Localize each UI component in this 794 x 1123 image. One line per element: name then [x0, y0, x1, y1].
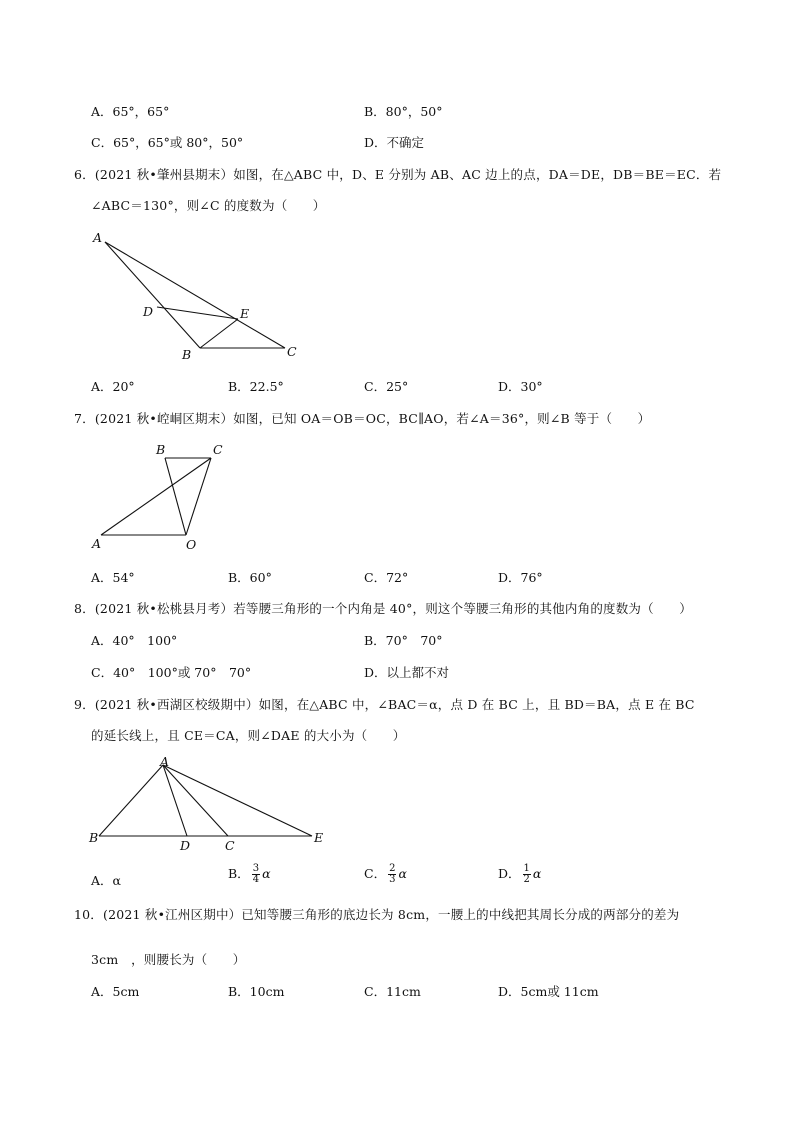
q9-segment-ae — [163, 765, 312, 836]
q10-option-c: C．11cm — [364, 984, 421, 999]
q9-label-b: B — [89, 830, 99, 845]
q5-option-c: C．65°，65°或 80°，50° — [91, 135, 244, 150]
q6-label-b: B — [182, 347, 192, 362]
q7-segment-ac — [101, 458, 211, 535]
q7-segment-bo — [165, 458, 186, 535]
q9-option-c-fraction — [388, 864, 396, 885]
q9-option-d-numerator: 1 — [523, 863, 530, 874]
q9-option-d-prefix: D． — [498, 866, 521, 881]
q7-label-c: C — [213, 442, 223, 457]
q7-option-b: B．60° — [228, 570, 272, 585]
q6-label-c: C — [287, 344, 297, 359]
q6-label-d: D — [143, 304, 154, 319]
q7-segment-co — [186, 458, 211, 535]
q9-segment-ac — [163, 765, 228, 836]
q7-label-a: A — [92, 536, 102, 551]
q8-option-d: D．以上都不对 — [364, 665, 450, 680]
q9-option-c-denominator: 3 — [389, 874, 396, 885]
q9-option-b — [228, 864, 271, 885]
q10-text-line1: 10．(2021 秋•江州区期中）已知等腰三角形的底边长为 8cm，一腰上的中线把其周长分成的两部分的差为 — [74, 907, 680, 922]
q6-segment-ac — [105, 242, 285, 348]
q9-option-c-numerator: 2 — [389, 863, 396, 874]
q9-option-c — [364, 864, 407, 885]
q9-text-line1: 9．(2021 秋•西湖区校级期中）如图，在△ABC 中，∠BAC＝α，点 D 在 BC 上，且 BD＝BA，点 E 在 BC — [74, 697, 695, 712]
q6-label-a: A — [93, 230, 103, 245]
q9-option-a: A．α — [91, 873, 121, 888]
q8-option-b: B．70° 70° — [364, 633, 443, 648]
q8-option-c: C．40° 100°或 70° 70° — [91, 665, 252, 680]
q7-option-a: A．54° — [91, 570, 135, 585]
q5-option-a: A．65°，65° — [91, 104, 170, 119]
q9-option-d-suffix: α — [532, 866, 542, 881]
q6-text-line2: ∠ABC＝130°，则∠C 的度数为（ ） — [91, 198, 326, 213]
q9-figure — [85, 752, 335, 857]
q6-segment-be — [200, 319, 238, 348]
q10-option-b: B．10cm — [228, 984, 285, 999]
q9-option-b-fraction — [252, 864, 260, 885]
q6-segment-ab — [105, 242, 200, 348]
q10-text-line2: 3cm ，则腰长为（ ） — [91, 952, 246, 967]
q6-option-c: C．25° — [364, 379, 409, 394]
q9-option-b-denominator: 4 — [252, 874, 260, 885]
q5-option-d: D．不确定 — [364, 135, 425, 150]
q9-option-b-prefix: B． — [228, 866, 250, 881]
q6-option-d: D．30° — [498, 379, 543, 394]
q8-option-a: A．40° 100° — [91, 633, 178, 648]
q9-label-e: E — [314, 830, 324, 845]
q5-option-b: B．80°，50° — [364, 104, 443, 119]
q7-figure — [88, 440, 238, 555]
q9-option-c-prefix: C． — [364, 866, 387, 881]
q9-label-c: C — [225, 838, 235, 853]
q9-option-c-suffix: α — [398, 866, 407, 881]
q9-option-b-suffix: α — [262, 866, 271, 881]
q9-option-d-fraction — [523, 864, 531, 885]
q9-segment-ab — [99, 765, 163, 836]
q9-label-d: D — [180, 838, 191, 853]
q9-segment-ad — [163, 765, 187, 836]
q6-option-a: A．20° — [91, 379, 135, 394]
q10-option-d: D．5cm或 11cm — [498, 984, 599, 999]
q6-text-line1: 6．(2021 秋•肇州县期末）如图，在△ABC 中，D、E 分别为 AB、AC 边上的点，DA＝DE，DB＝BE＝EC．若 — [74, 167, 722, 182]
q10-option-a: A．5cm — [91, 984, 140, 999]
q6-option-b: B．22.5° — [228, 379, 284, 394]
q9-option-b-numerator: 3 — [252, 863, 260, 874]
q7-label-o: O — [186, 537, 197, 552]
q9-option-d-denominator: 2 — [523, 874, 530, 885]
q9-text-line2: 的延长线上，且 CE＝CA，则∠DAE 的大小为（ ） — [91, 728, 406, 743]
q6-figure — [85, 226, 315, 366]
q8-text-line1: 8．(2021 秋•松桃县月考）若等腰三角形的一个内角是 40°，则这个等腰三角形的其他内角的度数为（ ） — [74, 601, 692, 616]
q7-option-d: D．76° — [498, 570, 543, 585]
q9-label-a: A — [160, 754, 170, 769]
q7-text-line1: 7．(2021 秋•崆峒区期末）如图，已知 OA＝OB＝OC，BC∥AO，若∠A＝36°，则∠B 等于（ ） — [74, 411, 651, 426]
q7-option-c: C．72° — [364, 570, 409, 585]
q7-label-b: B — [156, 442, 166, 457]
q9-option-d — [498, 864, 541, 885]
q6-label-e: E — [240, 306, 250, 321]
